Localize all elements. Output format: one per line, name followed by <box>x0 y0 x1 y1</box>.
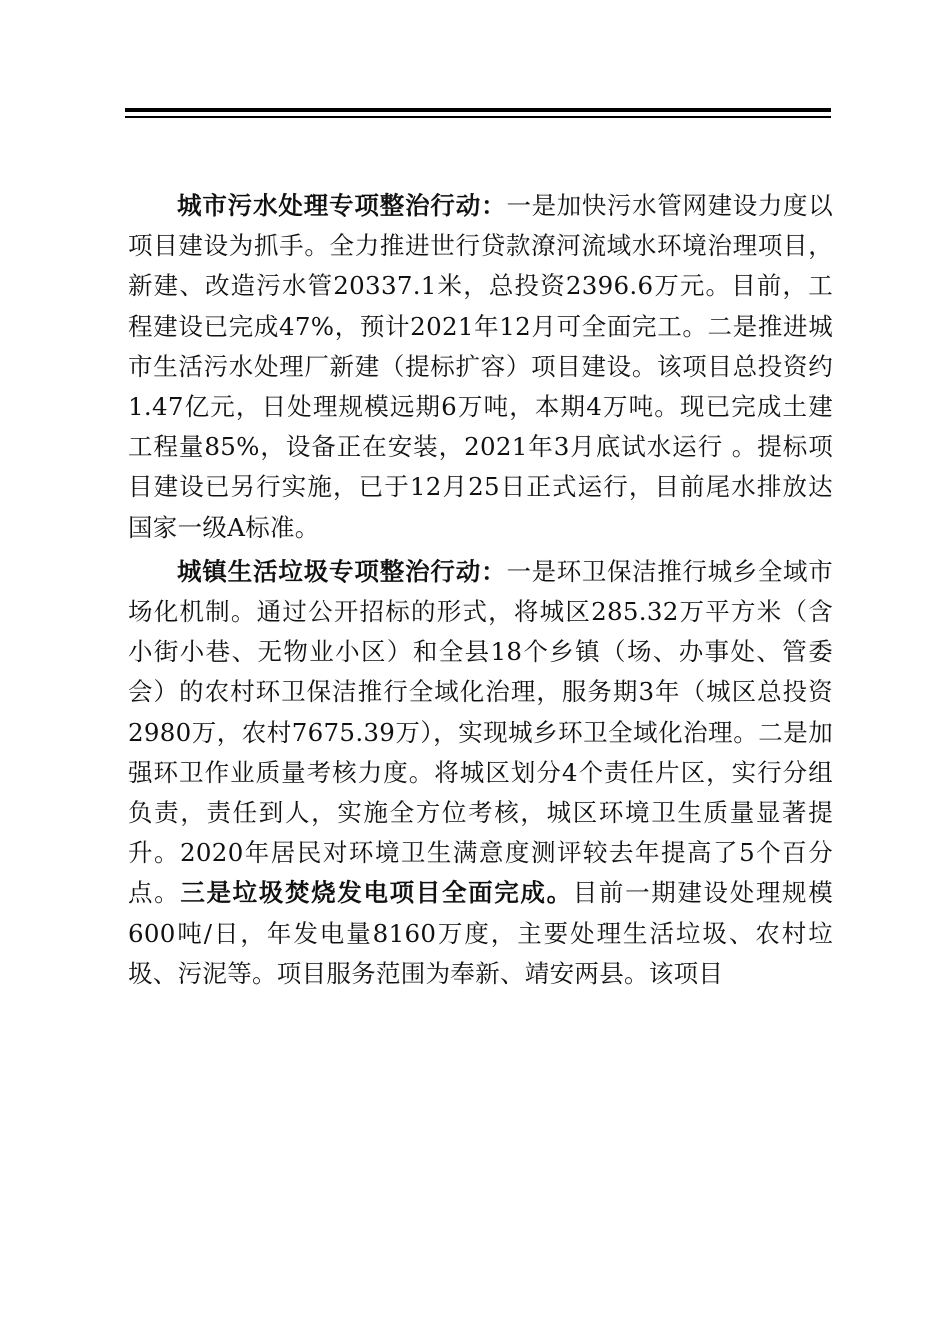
header-rule-thin <box>125 116 831 118</box>
document-body <box>128 186 833 994</box>
paragraph-garbage-treatment <box>128 552 833 994</box>
paragraph-text: 一是加快污水管网建设力度以项目建设为抓手。全力推进世行贷款潦河流域水环境治理项目，新建、改造污水管20337.1米，总投资2396.6万元。目前，工程建设已完成47%，预计2021年12月可全面完工。二是推进城市生活污水处理厂新建（提标扩容）项目建设。该项目总投资约1.47亿元，日处理规模远期6万吨，本期4万吨。现已完成土建工程量85%，设备正在安装，2021年3月底试水运行 。提标项目建设已另行实施，已于12月25日正式运行，目前尾水排放达国家一级A标准。 <box>128 191 833 542</box>
header-rule-thick <box>125 108 831 112</box>
paragraph-text: 一是环卫保洁推行城乡全域市场化机制。通过公开招标的形式，将城区285.32万平方米（含小街小巷、无物业小区）和全县18个乡镇（场、办事处、管委会）的农村环卫保洁推行全域化治理，服务期3年（城区总投资2980万，农村7675.39万），实现城乡环卫全域化治理。二是加强环卫作业质量考核力度。将城区划分4个责任片区，实行分组负责，责任到人，实施全方位考核，城区环境卫生质量显著提升。2020年居民对环境卫生满意度测评较去年提高了5个百分点。 <box>128 556 834 908</box>
paragraph-heading: 城市污水处理专项整治行动： <box>177 191 507 220</box>
paragraph-text-tail: 目前一期建设处理规模600吨/日，年发电量8160万度，主要处理生活垃圾、农村垃圾、污泥等。项目服务范围为奉新、靖安两县。该项目 <box>128 878 833 988</box>
paragraph-sewage-treatment <box>128 186 833 548</box>
paragraph-heading: 城镇生活垃圾专项整治行动： <box>177 556 507 586</box>
paragraph-emphasis: 三是垃圾焚烧发电项目全面完成。 <box>180 878 573 908</box>
